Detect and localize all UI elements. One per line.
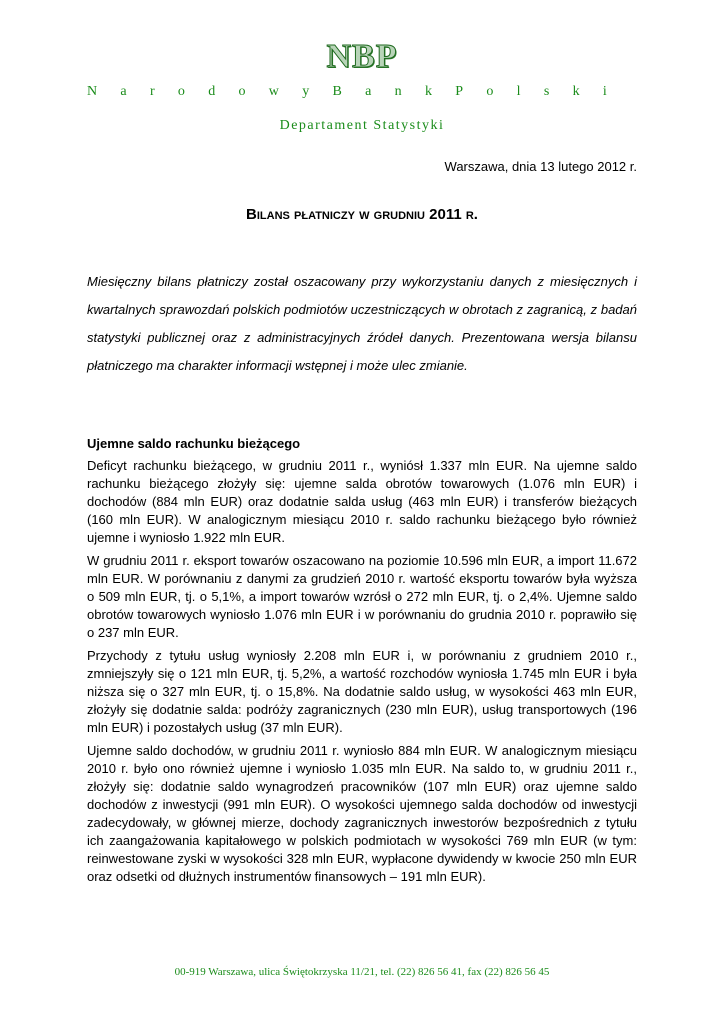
document-title: Bilans płatniczy w grudniu 2011 r. [246,206,478,223]
bank-name-letter: k [424,84,432,99]
bank-name-letter: w [268,84,279,99]
section-heading: Ujemne saldo rachunku bieżącego [87,436,301,451]
nbp-logo: NBP [326,38,398,75]
bank-name-letter: P [455,84,464,99]
body-paragraph: W grudniu 2011 r. eksport towarów oszacowano na poziomie 10.596 mln EUR, a import 11.672 mln EUR. W porównaniu z danymi za grudzień 2010 r. wartość eksportu towarów była wyższa o 509 mln EUR, tj. o 5,1%, a import towarów wzrósł o 272 mln EUR, tj. o 2,4%. Ujemne saldo obrotów towarowych wyniosło 1.076 mln EUR i w porównaniu do grudnia 2010 r. poprawiło się o 237 mln EUR. [87,553,637,640]
bank-name-letter: s [543,84,550,99]
bank-name-letter: o [177,84,185,99]
bank-name-letter: n [394,84,402,99]
current-account-section [87,436,637,891]
bank-name-letter: i [602,84,607,99]
bank-name-letter: l [516,84,521,99]
bank-name [87,84,607,100]
bank-name-letter: o [238,84,246,99]
bank-name-letter: k [572,84,580,99]
body-paragraph: Deficyt rachunku bieżącego, w grudniu 2011 r., wyniósł 1.337 mln EUR. Na ujemne saldo rachunku bieżącego złożyły się: ujemne salda obrotów towarowych (1.076 mln EUR) i dochodów (884 mln EUR) oraz dodatnie salda usług (463 mln EUR) i transferów bieżących (160 mln EUR). W analogicznym miesiącu 2010 r. saldo rachunku bieżącego było również ujemne i wyniosło 1.922 mln EUR. [87,458,637,545]
body-paragraph: Ujemne saldo dochodów, w grudniu 2011 r. wyniosło 884 mln EUR. W analogicznym miesiącu 2010 r. było ono również ujemne i wyniosło 1.035 mln EUR. Na saldo to, w grudniu 2011 r., złożyły się: dodatnie saldo wynagrodzeń pracowników (107 mln EUR) oraz ujemne saldo dochodów z inwestycji (991 mln EUR). O wysokości ujemnego salda dochodów od inwestycji zadecydowały, w głównej mierze, dochody zagranicznych inwestorów bezpośrednich z tytułu ich zaangażowania kapitałowego w polskich podmiotach w wysokości 769 mln EUR (w tym: reinwestowane zyski w wysokości 328 mln EUR, wypłacone dywidendy w kwocie 250 mln EUR oraz odsetki od dłużnych instrumentów finansowych – 191 mln EUR). [87,743,637,884]
body-paragraph: Przychody z tytułu usług wyniosły 2.208 mln EUR i, w porównaniu z grudniem 2010 r., zmniejszyły się o 121 mln EUR, tj. 5,2%, a wartość rozchodów wyniosła 1.745 mln EUR i była niższa się o 327 mln EUR, tj. o 15,8%. Na dodatnie saldo usług, w wysokości 463 mln EUR, złożyły się dodatnie salda: podróży zagranicznych (230 mln EUR), usług transportowych (196 mln EUR) i pozostałych usług (37 mln EUR). [87,648,637,735]
bank-name-letter: a [365,84,372,99]
department-name: Departament Statystyki [279,118,445,133]
bank-name-letter: d [208,84,216,99]
intro-paragraph: Miesięczny bilans płatniczy został oszacowany przy wykorzystaniu danych z miesięcznych i kwartalnych sprawozdań polskich podmiotów uczestniczących w obrotach z zagranicą, z badań statystyki publicznej oraz z administracyjnych źródeł danych. Prezentowana wersja bilansu płatniczego ma charakter informacji wstępnej i może ulec zmianie. [87,274,637,373]
bank-name-letter: y [302,84,310,99]
bank-name-letter: B [332,84,342,99]
bank-name-letter: o [486,84,494,99]
footer-address: 00-919 Warszawa, ulica Świętokrzyska 11/21, tel. (22) 826 56 41, fax (22) 826 56 45 [174,966,550,978]
bank-name-letter: a [120,84,127,99]
bank-name-letter: N [87,84,98,99]
date-line: Warszawa, dnia 13 lutego 2012 r. [444,159,637,174]
bank-name-letter: r [149,84,155,99]
